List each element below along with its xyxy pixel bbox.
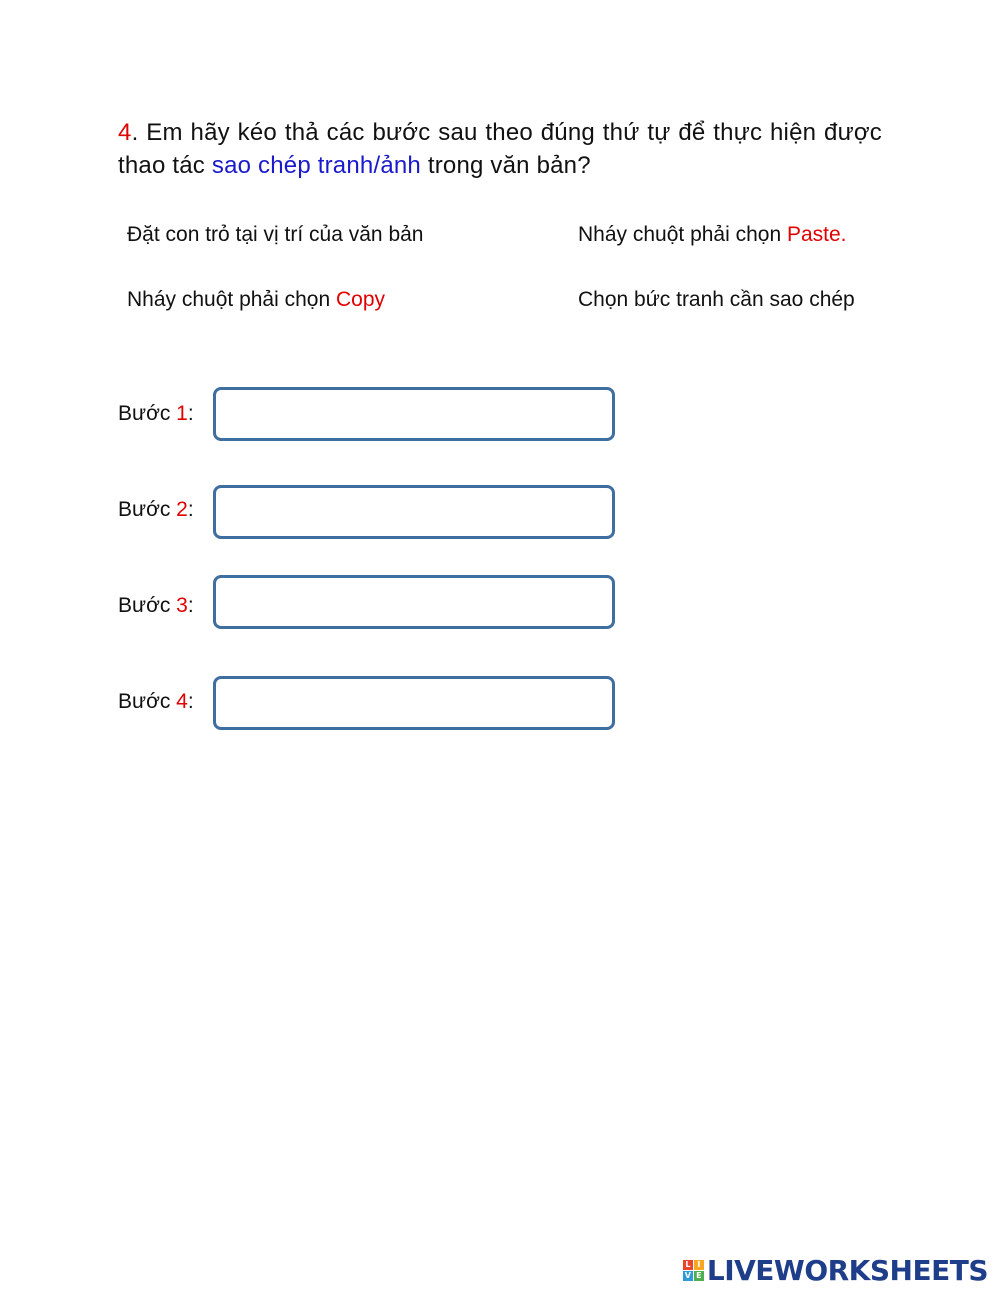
question-text <box>118 116 882 182</box>
step-suffix: : <box>187 594 194 617</box>
step-suffix: : <box>187 498 194 521</box>
step-label-text: Bước <box>118 402 177 425</box>
drag-item-text: Chọn bức tranh cần sao chép <box>578 288 855 311</box>
liveworksheets-logo <box>683 1252 988 1288</box>
liveworksheets-icon <box>683 1260 704 1281</box>
step-suffix: : <box>187 690 194 713</box>
drag-item-text: Nháy chuột phải chọn <box>578 223 787 246</box>
brand-icon-letter: E <box>694 1271 704 1281</box>
drop-box-step-3[interactable] <box>213 575 615 629</box>
step-number: 4 <box>176 690 188 713</box>
question-number: 4 <box>118 119 132 146</box>
step-label-text: Bước <box>118 594 177 617</box>
drag-item-place-cursor[interactable] <box>127 222 423 248</box>
question-text-part2: trong văn bản? <box>420 152 591 179</box>
brand-icon-letter: L <box>683 1260 693 1270</box>
step-suffix: : <box>187 402 194 425</box>
step-label-4 <box>118 689 194 715</box>
drag-item-copy[interactable] <box>127 287 385 313</box>
step-label-text: Bước <box>118 498 177 521</box>
step-number: 2 <box>176 498 188 521</box>
step-label-text: Bước <box>118 690 177 713</box>
step-label-2 <box>118 497 194 523</box>
drag-item-text: Nháy chuột phải chọn <box>127 288 336 311</box>
drag-item-text: Đặt con trỏ tại vị trí của văn bản <box>127 223 424 246</box>
drop-box-step-4[interactable] <box>213 676 615 730</box>
drag-item-select-picture[interactable] <box>578 287 855 313</box>
drag-item-paste[interactable] <box>578 222 847 248</box>
question-highlight: sao chép tranh/ảnh <box>211 152 421 179</box>
drag-item-accent: Copy <box>335 288 386 311</box>
drop-box-step-1[interactable] <box>213 387 615 441</box>
brand-icon-letter: V <box>684 1270 691 1280</box>
step-number: 1 <box>176 402 188 425</box>
drag-item-accent: Paste. <box>786 223 847 246</box>
brand-icon-letter: I <box>694 1260 704 1270</box>
step-number: 3 <box>176 594 188 617</box>
brand-name: LIVEWORKSHEETS <box>706 1253 988 1287</box>
step-label-3 <box>118 593 194 619</box>
step-label-1 <box>118 401 194 427</box>
question-text-part1: . Em hãy kéo thả các bước sau theo đúng thứ tự để thực hiện được thao tác <box>118 119 882 179</box>
drop-box-step-2[interactable] <box>213 485 615 539</box>
